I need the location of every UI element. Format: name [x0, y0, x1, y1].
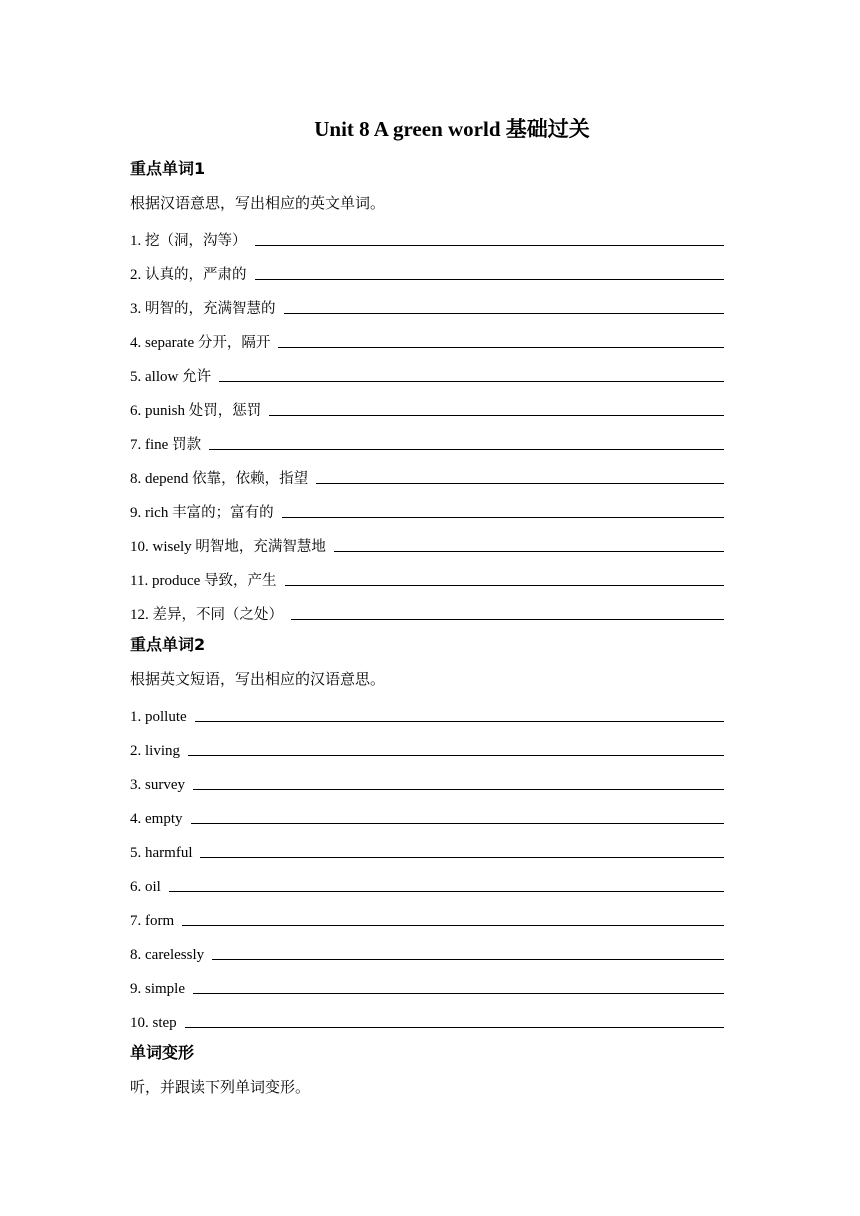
item-english: produce: [151, 573, 201, 589]
item-label: [130, 399, 261, 424]
item-number: 4.: [130, 335, 142, 351]
answer-blank[interactable]: [278, 346, 724, 348]
item-number: 6.: [130, 403, 142, 419]
list-item: [130, 390, 724, 424]
answer-blank[interactable]: [185, 1026, 724, 1028]
list-item: [130, 424, 724, 458]
item-number: 2.: [130, 743, 142, 759]
item-number: 8.: [130, 471, 142, 487]
list-item: [130, 798, 724, 832]
item-english: simple: [145, 981, 185, 997]
item-english: punish: [145, 403, 186, 419]
list-item: [130, 1002, 724, 1036]
item-label: [130, 433, 201, 458]
item-english: pollute: [145, 709, 187, 725]
item-number: 9.: [130, 505, 142, 521]
item-chinese: 依靠，依赖，指望: [192, 471, 309, 487]
item-label: [130, 331, 270, 356]
item-chinese: 罚款: [172, 437, 202, 453]
item-chinese: 导致，产生: [204, 573, 277, 589]
item-chinese: 认真的，严肃的: [145, 267, 247, 283]
item-chinese: 处罚，惩罚: [188, 403, 262, 419]
item-english: empty: [145, 811, 183, 827]
item-label: [130, 913, 174, 934]
list-item: [130, 730, 724, 764]
section1-heading: 重点单词1: [130, 159, 206, 178]
item-chinese: 明智的，充满智慧的: [145, 301, 276, 317]
item-number: 4.: [130, 811, 142, 827]
section2-list: [130, 696, 724, 1036]
item-chinese: 挖（洞，沟等）: [145, 233, 247, 249]
page-title: Unit 8 A green world 基础过关: [314, 117, 590, 141]
answer-blank[interactable]: [169, 890, 724, 892]
section1-instruction: 根据汉语意思，写出相应的英文单词。: [130, 194, 386, 212]
list-item: [130, 220, 724, 254]
answer-blank[interactable]: [219, 380, 724, 382]
item-number: 1.: [130, 709, 142, 725]
list-item: [130, 968, 724, 1002]
list-item: [130, 934, 724, 968]
item-english: harmful: [145, 845, 193, 861]
item-number: 8.: [130, 947, 142, 963]
answer-blank[interactable]: [193, 992, 724, 994]
item-number: 7.: [130, 437, 142, 453]
list-item: [130, 560, 724, 594]
item-label: [130, 947, 204, 968]
item-number: 3.: [130, 777, 142, 793]
section1-list: [130, 220, 724, 628]
item-number: 10.: [130, 539, 149, 555]
item-english: oil: [145, 879, 161, 895]
item-label: [130, 297, 276, 322]
item-label: [130, 263, 247, 288]
answer-blank[interactable]: [282, 516, 724, 518]
item-label: [130, 879, 161, 900]
item-number: 7.: [130, 913, 142, 929]
answer-blank[interactable]: [334, 550, 724, 552]
item-number: 3.: [130, 301, 142, 317]
list-item: [130, 866, 724, 900]
item-label: [130, 501, 274, 526]
item-label: [130, 1015, 177, 1036]
item-label: [130, 777, 185, 798]
list-item: [130, 764, 724, 798]
item-number: 5.: [130, 369, 142, 385]
item-number: 9.: [130, 981, 142, 997]
item-english: fine: [145, 437, 169, 453]
item-english: rich: [145, 505, 169, 521]
list-item: [130, 696, 724, 730]
list-item: [130, 322, 724, 356]
answer-blank[interactable]: [284, 312, 725, 314]
item-number: 2.: [130, 267, 142, 283]
item-chinese: 允许: [182, 369, 212, 385]
answer-blank[interactable]: [193, 788, 724, 790]
answer-blank[interactable]: [269, 414, 724, 416]
answer-blank[interactable]: [191, 822, 725, 824]
item-label: [130, 603, 283, 628]
item-chinese: 丰富的；富有的: [172, 505, 274, 521]
item-label: [130, 569, 277, 594]
item-number: 12.: [130, 607, 149, 623]
item-number: 11.: [130, 573, 149, 589]
answer-blank[interactable]: [200, 856, 724, 858]
section3-heading: 单词变形: [130, 1043, 195, 1062]
list-item: [130, 900, 724, 934]
list-item: [130, 832, 724, 866]
item-english: wisely: [152, 539, 192, 555]
section2-heading: 重点单词2: [130, 635, 206, 654]
item-label: [130, 365, 211, 390]
section3-instruction: 听，并跟读下列单词变形。: [130, 1078, 311, 1096]
item-english: form: [145, 913, 175, 929]
answer-blank[interactable]: [255, 278, 725, 280]
section2-instruction: 根据英文短语，写出相应的汉语意思。: [130, 670, 386, 688]
list-item: [130, 458, 724, 492]
answer-blank[interactable]: [285, 584, 724, 586]
answer-blank[interactable]: [212, 958, 724, 960]
answer-blank[interactable]: [195, 720, 724, 722]
list-item: [130, 288, 724, 322]
item-label: [130, 535, 326, 560]
item-english: separate: [145, 335, 195, 351]
list-item: [130, 526, 724, 560]
item-english: survey: [145, 777, 185, 793]
item-english: step: [152, 1015, 177, 1031]
item-label: [130, 845, 192, 866]
item-label: [130, 709, 187, 730]
item-number: 10.: [130, 1015, 149, 1031]
answer-blank[interactable]: [188, 754, 724, 756]
list-item: [130, 356, 724, 390]
item-number: 6.: [130, 879, 142, 895]
item-chinese: 差异，不同（之处）: [152, 607, 283, 623]
answer-blank[interactable]: [291, 618, 724, 620]
list-item: [130, 254, 724, 288]
answer-blank[interactable]: [182, 924, 724, 926]
item-label: [130, 467, 308, 492]
item-label: [130, 743, 180, 764]
item-english: depend: [145, 471, 189, 487]
item-number: 5.: [130, 845, 142, 861]
answer-blank[interactable]: [209, 448, 724, 450]
answer-blank[interactable]: [255, 244, 725, 246]
item-chinese: 明智地，充满智慧地: [195, 539, 326, 555]
worksheet-page: [130, 112, 724, 1104]
item-label: [130, 229, 247, 254]
list-item: [130, 594, 724, 628]
list-item: [130, 492, 724, 526]
item-chinese: 分开，隔开: [197, 335, 271, 351]
item-label: [130, 811, 183, 832]
item-number: 1.: [130, 233, 142, 249]
item-english: allow: [145, 369, 179, 385]
item-label: [130, 981, 185, 1002]
item-english: carelessly: [145, 947, 205, 963]
answer-blank[interactable]: [316, 482, 724, 484]
item-english: living: [145, 743, 181, 759]
